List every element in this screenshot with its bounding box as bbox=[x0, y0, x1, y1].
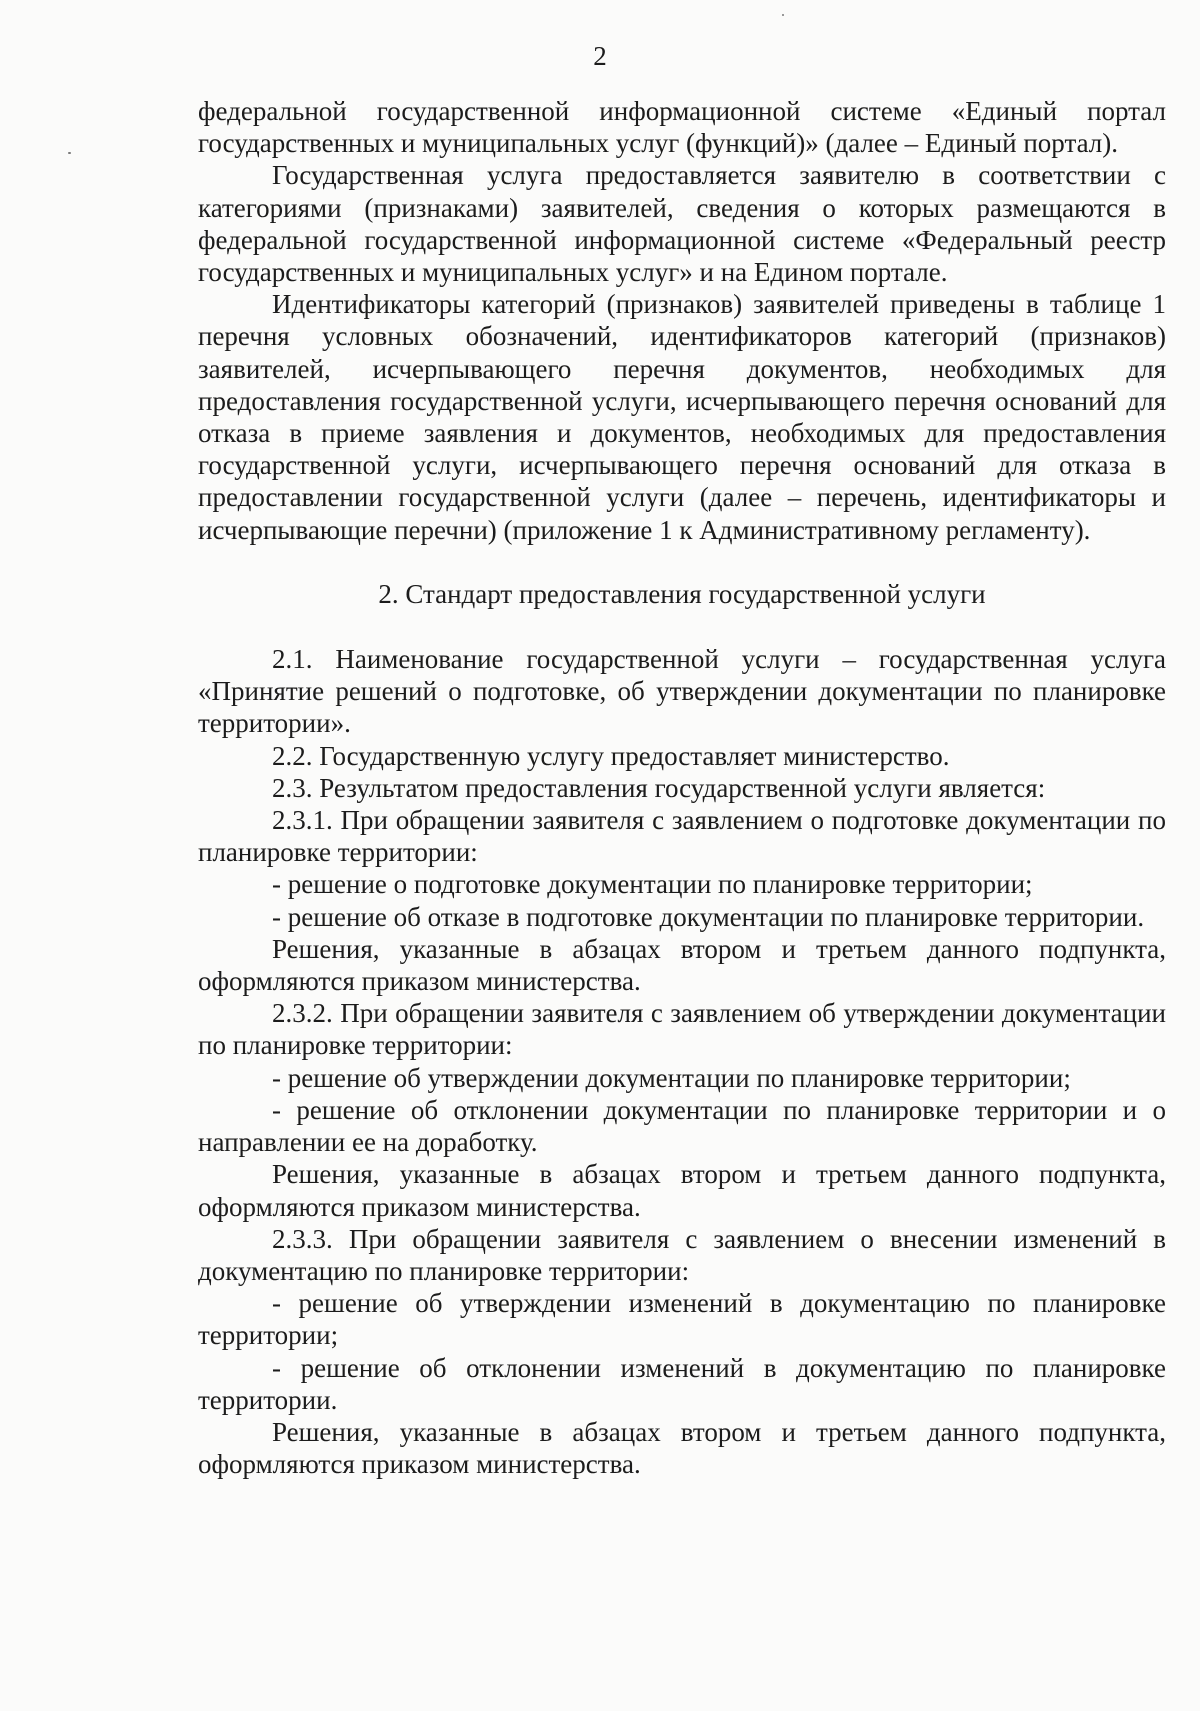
scan-speck bbox=[68, 152, 71, 154]
paragraph-portal-continuation: федеральной государственной информационной системе «Единый портал государственных и муниципальных услуг (функций)» (далее – Единый портал). bbox=[198, 96, 1166, 159]
paragraph-category-identifiers: Идентификаторы категорий (признаков) заявителей приведены в таблице 1 перечня условных обозначений, идентификаторов категорий (признаков) заявителей, исчерпывающего перечня документов, необходимых для предоставления государственной услуги, исчерпывающего перечня оснований для отказа в приеме заявления и документов, необходимых для предоставления государственной услуги, исчерпывающего перечня оснований для отказа в предоставлении государственной услуги (далее – перечень, идентификаторы и исчерпывающие перечни) (приложение 1 к Административному регламенту). bbox=[198, 289, 1166, 545]
paragraph-2-2: 2.2. Государственную услугу предоставляет министерство. bbox=[272, 740, 950, 771]
paragraph-applicant-categories: Государственная услуга предоставляется заявителю в соответствии с категориями (признаками) заявителей, сведения о которых размещаются в федеральной государственной информационной системе «Федеральный реестр государственных и муниципальных услуг» и на Едином портале. bbox=[198, 160, 1166, 288]
list-item: - решение об утверждении изменений в документацию по планировке территории; bbox=[198, 1288, 1166, 1351]
paragraph-decision-note: Решения, указанные в абзацах втором и третьем данного подпункта, оформляются приказом министерства. bbox=[198, 1159, 1166, 1222]
paragraph-2-3-3: 2.3.3. При обращении заявителя с заявлением о внесении изменений в документацию по планировке территории: bbox=[198, 1223, 1166, 1286]
scan-speck bbox=[782, 14, 784, 16]
list-item: - решение об отклонении документации по планировке территории и о направлении ее на доработку. bbox=[198, 1094, 1166, 1158]
list-item: - решение о подготовке документации по планировке территории; bbox=[272, 869, 1033, 900]
paragraph-2-3-2: 2.3.2. При обращении заявителя с заявлением об утверждении документации по планировке территории: bbox=[198, 998, 1166, 1061]
paragraph-decision-note: Решения, указанные в абзацах втором и третьем данного подпункта, оформляются приказом министерства. bbox=[198, 1416, 1166, 1480]
paragraph-decision-note: Решения, указанные в абзацах втором и третьем данного подпункта, оформляются приказом министерства. bbox=[198, 933, 1166, 997]
paragraph-2-1: 2.1. Наименование государственной услуги – государственная услуга «Принятие решений о подготовке, об утверждении документации по планировке территории». bbox=[198, 644, 1166, 739]
document-body bbox=[198, 95, 1166, 1480]
section-heading: 2. Стандарт предоставления государственной услуги bbox=[378, 578, 986, 609]
list-item: - решение об отказе в подготовке документации по планировке территории. bbox=[272, 901, 1145, 932]
page-number: 2 bbox=[593, 41, 607, 71]
list-item: - решение об отклонении изменений в документацию по планировке территории. bbox=[198, 1352, 1166, 1415]
list-item: - решение об утверждении документации по планировке территории; bbox=[272, 1062, 1071, 1093]
paragraph-2-3-1: 2.3.1. При обращении заявителя с заявлением о подготовке документации по планировке территории: bbox=[198, 805, 1166, 868]
paragraph-2-3: 2.3. Результатом предоставления государственной услуги является: bbox=[272, 772, 1046, 803]
